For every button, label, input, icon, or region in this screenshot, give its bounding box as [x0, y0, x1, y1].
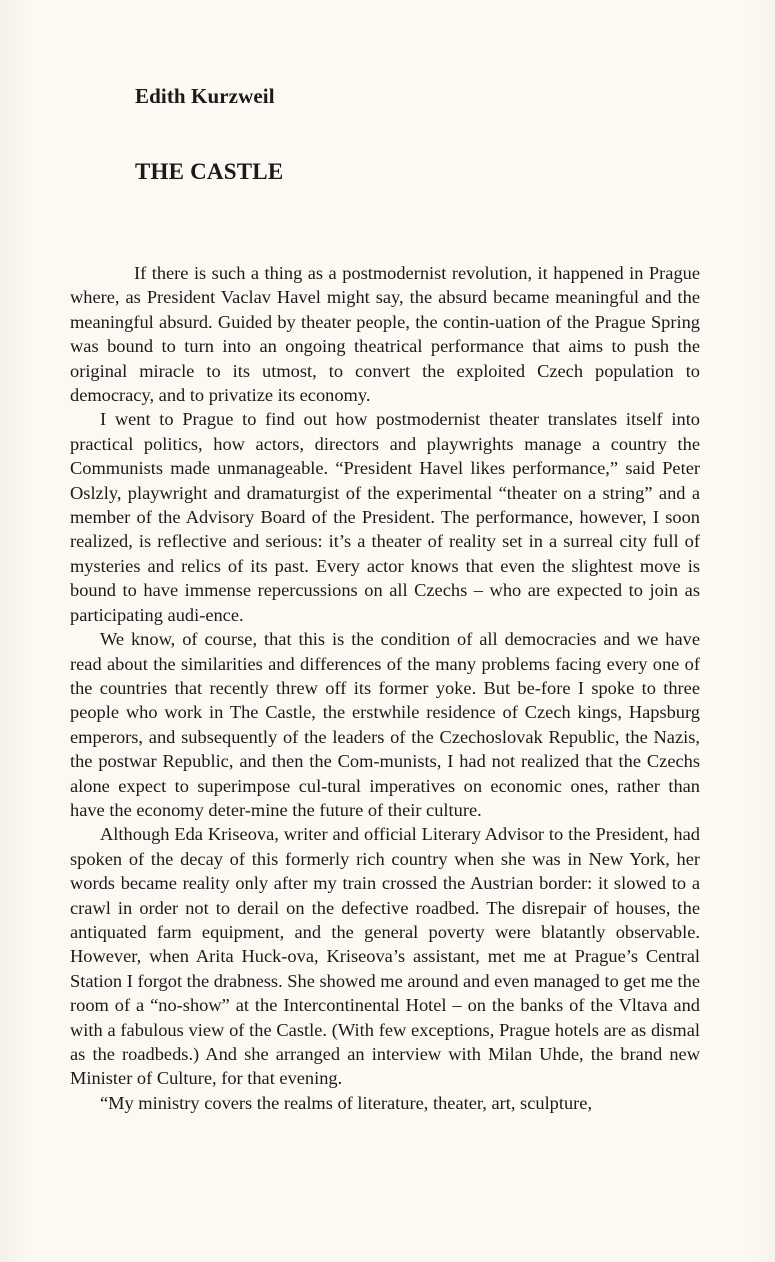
- article-title: THE CASTLE: [135, 159, 284, 184]
- paragraph: “My ministry covers the realms of literature, theater, art, sculpture,: [100, 1092, 593, 1113]
- paragraph: I went to Prague to find out how postmodernist theater translates itself into practical politics, how actors, directors and playwrights manage a country the Communists made unmanageable. “President Havel likes performance,” said Peter Oslzly, playwright and dramaturgist of the experimental “theater on a string” and a member of the Advisory Board of the President. The performance, however, I soon realized, is reflective and serious: it’s a theater of reality set in a surreal city full of mysteries and relics of its past. Every actor knows that even the slightest move is bound to have immense repercussions on all Czechs – who are expected to join as participating audi-ence.: [70, 409, 700, 625]
- paragraph: We know, of course, that this is the condition of all democracies and we have read about the similarities and differences of the many problems facing every one of the countries that recently threw off its former yoke. But be-fore I spoke to three people who work in The Castle, the erstwhile residence of Czech kings, Hapsburg emperors, and subsequently of the leaders of the Czechoslovak Republic, the Nazis, the postwar Republic, and then the Com-munists, I had not realized that the Czechs alone expect to superimpose cul-tural imperatives on economic ones, rather than have the economy deter-mine the future of their culture.: [70, 629, 700, 820]
- paragraph: If there is such a thing as a postmodernist revolution, it happened in Prague where, as President Vaclav Havel might say, the absurd became meaningful and the meaningful absurd. Guided by theater people, the contin-uation of the Prague Spring was bound to turn into an ongoing theatrical performance that aims to push the original miracle to its utmost, to convert the exploited Czech population to democracy, and to privatize its economy.: [70, 263, 700, 406]
- author-name: Edith Kurzweil: [135, 84, 275, 108]
- article-body: [70, 261, 700, 1115]
- paragraph: Although Eda Kriseova, writer and official Literary Advisor to the President, had spoken of the decay of this formerly rich country when she was in New York, her words became reality only after my train crossed the Austrian border: it slowed to a crawl in order not to derail on the defective roadbed. The disrepair of houses, the antiquated farm equipment, and the general poverty were blatantly observable. However, when Arita Huck-ova, Kriseova’s assistant, met me at Prague’s Central Station I forgot the drabness. She showed me around and even managed to get me the room of a “no-show” at the Intercontinental Hotel – on the banks of the Vltava and with a fabulous view of the Castle. (With few exceptions, Prague hotels are as dismal as the roadbeds.) And she arranged an interview with Milan Uhde, the brand new Minister of Culture, for that evening.: [70, 824, 700, 1089]
